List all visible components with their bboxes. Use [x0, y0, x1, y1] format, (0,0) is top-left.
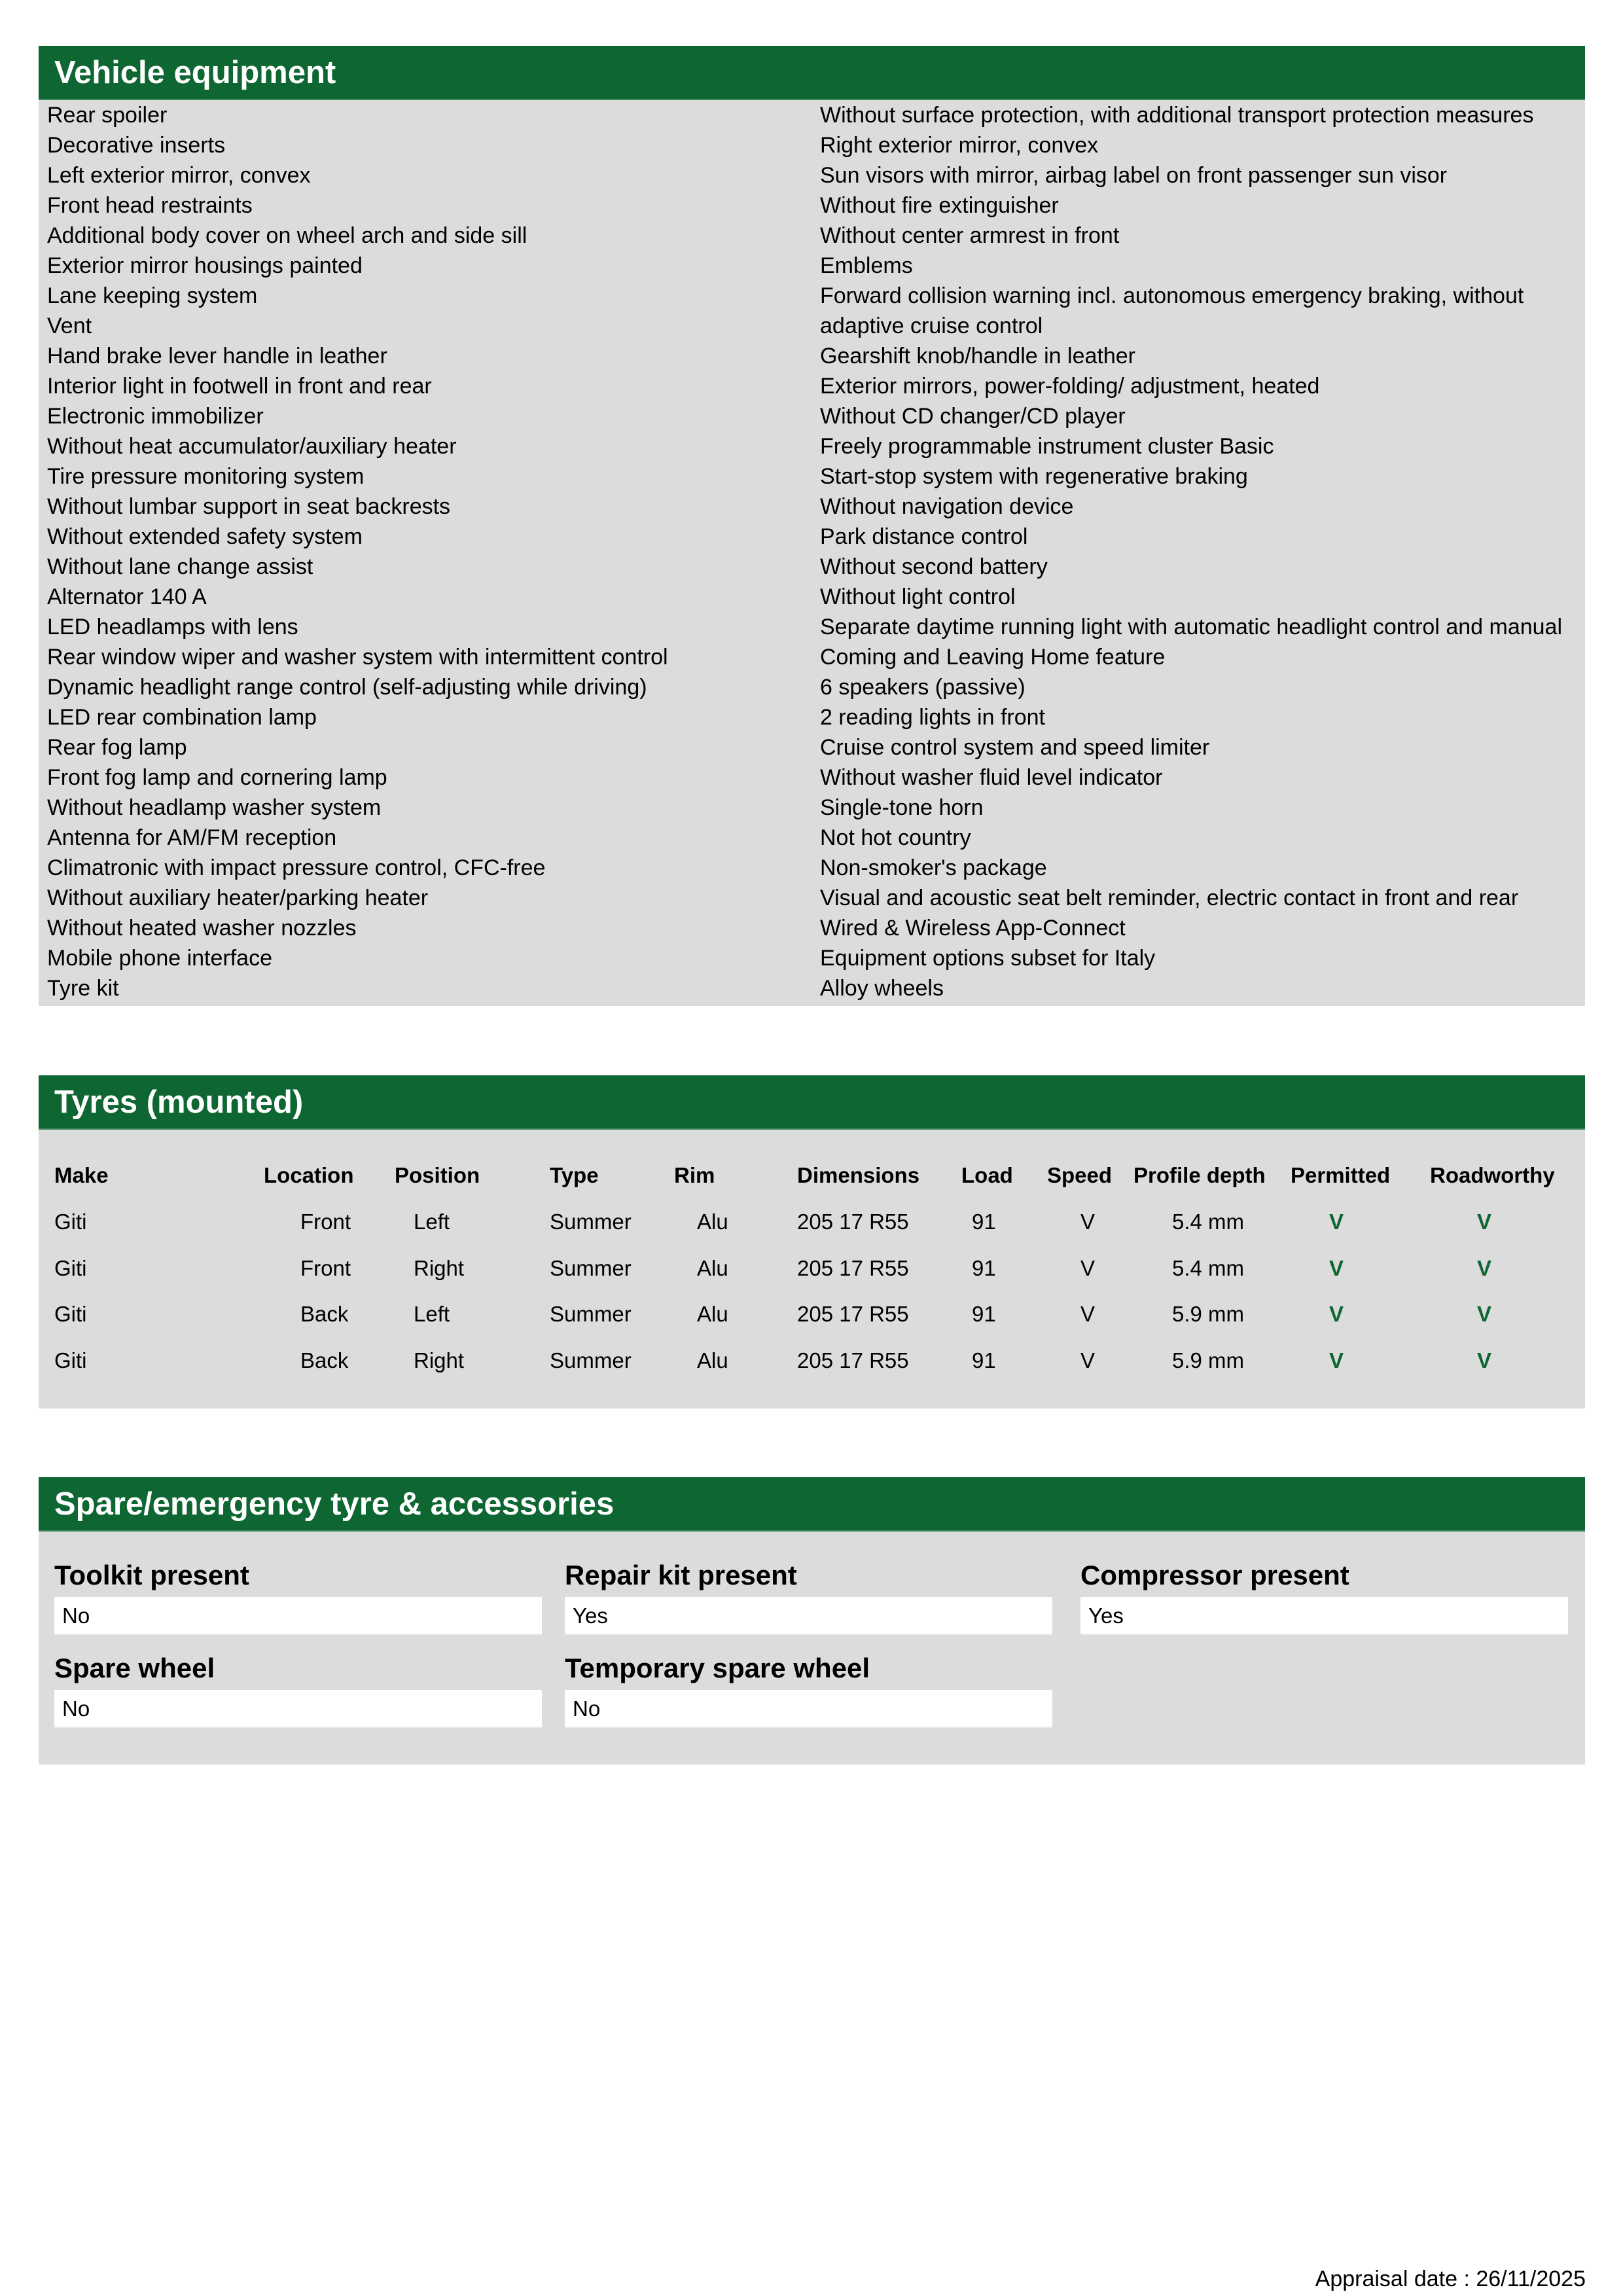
field-compressor-present: [1080, 1559, 1568, 1635]
tyres-table: [39, 1130, 1585, 1408]
equipment-item: Dynamic headlight range control (self-adjusting while driving): [47, 675, 647, 700]
cell-location: Front: [300, 1210, 351, 1234]
equipment-item: Start-stop system with regenerative braking: [820, 464, 1248, 489]
cell-position: Left: [414, 1210, 450, 1234]
cell-rim: Alu: [697, 1302, 728, 1326]
tyres-header-row: [39, 1159, 1585, 1192]
equipment-item: Without lane change assist: [47, 554, 313, 579]
equipment-item: Without second battery: [820, 554, 1048, 579]
cell-speed: V: [1080, 1302, 1096, 1326]
field-value: No: [54, 1597, 542, 1635]
cell-position: Left: [414, 1302, 450, 1326]
field-label: Spare wheel: [54, 1653, 215, 1683]
cell-position: Right: [414, 1256, 465, 1280]
section-title: Tyres (mounted): [39, 1075, 1585, 1130]
field-value: No: [54, 1690, 542, 1728]
equipment-column-right: [820, 100, 1579, 1003]
equipment-item: 2 reading lights in front: [820, 705, 1045, 730]
cell-location: Back: [300, 1348, 349, 1372]
equipment-item: Left exterior mirror, convex: [47, 163, 311, 188]
equipment-item: Without fire extinguisher: [820, 193, 1059, 218]
equipment-item: Visual and acoustic seat belt reminder, electric contact in front and rear: [820, 886, 1519, 910]
cell-type: Summer: [550, 1210, 632, 1234]
appraisal-date: Appraisal date : 26/11/2025: [1315, 2267, 1586, 2291]
tyres-section: [39, 1075, 1585, 1408]
column-header-position: Position: [395, 1163, 480, 1187]
table-row: [39, 1344, 1585, 1377]
table-row: [39, 1298, 1585, 1331]
cell-rim: Alu: [697, 1210, 728, 1234]
field-value: No: [565, 1690, 1052, 1728]
cell-dimensions: 205 17 R55: [797, 1256, 909, 1280]
equipment-item: Equipment options subset for Italy: [820, 946, 1156, 971]
equipment-item: Rear spoiler: [47, 103, 168, 128]
equipment-item: Alloy wheels: [820, 976, 944, 1001]
cell-dimensions: 205 17 R55: [797, 1348, 909, 1372]
equipment-item: 6 speakers (passive): [820, 675, 1026, 700]
equipment-item: Separate daytime running light with automatic headlight control and manual: [820, 615, 1563, 639]
equipment-item: Single-tone horn: [820, 795, 984, 820]
equipment-item: Without surface protection, with additional transport protection measures: [820, 103, 1534, 128]
cell-speed: V: [1080, 1256, 1096, 1280]
equipment-item: Without auxiliary heater/parking heater: [47, 886, 429, 910]
equipment-item: Decorative inserts: [47, 133, 226, 158]
cell-location: Back: [300, 1302, 349, 1326]
cell-position: Right: [414, 1348, 465, 1372]
equipment-item: LED rear combination lamp: [47, 705, 317, 730]
check-mark-icon: V: [1329, 1256, 1344, 1280]
equipment-item: Not hot country: [820, 825, 971, 850]
field-label: Toolkit present: [54, 1560, 249, 1590]
cell-profile-depth: 5.4 mm: [1172, 1210, 1245, 1234]
section-title: Vehicle equipment: [39, 46, 1585, 100]
check-mark-icon: V: [1329, 1302, 1344, 1326]
column-header-make: Make: [54, 1163, 109, 1187]
cell-dimensions: 205 17 R55: [797, 1302, 909, 1326]
cell-make: Giti: [54, 1302, 87, 1326]
check-mark-icon: V: [1477, 1256, 1492, 1280]
table-row: [39, 1252, 1585, 1285]
equipment-item: Wired & Wireless App-Connect: [820, 916, 1126, 941]
check-mark-icon: V: [1477, 1348, 1492, 1372]
column-header-type: Type: [550, 1163, 599, 1187]
equipment-item: Exterior mirror housings painted: [47, 253, 363, 278]
equipment-item: Emblems: [820, 253, 913, 278]
equipment-item: Electronic immobilizer: [47, 404, 264, 429]
equipment-item: Front head restraints: [47, 193, 253, 218]
equipment-item: Without center armrest in front: [820, 223, 1120, 248]
spare-section: [39, 1477, 1585, 1765]
equipment-item: Without washer fluid level indicator: [820, 765, 1163, 790]
field-label: Temporary spare wheel: [565, 1653, 870, 1683]
cell-profile-depth: 5.4 mm: [1172, 1256, 1245, 1280]
field-spare-wheel: [54, 1652, 542, 1728]
cell-type: Summer: [550, 1256, 632, 1280]
equipment-item: Coming and Leaving Home feature: [820, 645, 1166, 670]
cell-load: 91: [972, 1302, 996, 1326]
equipment-item: Park distance control: [820, 524, 1028, 549]
cell-make: Giti: [54, 1348, 87, 1372]
equipment-item: Without heat accumulator/auxiliary heater: [47, 434, 457, 459]
equipment-item: Rear window wiper and washer system with intermittent control: [47, 645, 668, 670]
equipment-list: [39, 100, 1585, 1006]
column-header-profile-depth: Profile depth: [1133, 1163, 1266, 1187]
column-header-speed: Speed: [1047, 1163, 1113, 1187]
equipment-item: Lane keeping system: [47, 283, 258, 308]
equipment-item: Hand brake lever handle in leather: [47, 344, 387, 368]
equipment-column-left: [47, 100, 800, 1003]
cell-profile-depth: 5.9 mm: [1172, 1302, 1245, 1326]
column-header-rim: Rim: [674, 1163, 715, 1187]
column-header-location: Location: [264, 1163, 354, 1187]
column-header-roadworthy: Roadworthy: [1430, 1163, 1555, 1187]
equipment-item: Without light control: [820, 584, 1016, 609]
check-mark-icon: V: [1477, 1302, 1492, 1326]
equipment-item: Forward collision warning incl. autonomous emergency braking, without adaptive cruise control: [820, 283, 1524, 338]
equipment-item: Cruise control system and speed limiter: [820, 735, 1210, 760]
section-title: Spare/emergency tyre & accessories: [39, 1477, 1585, 1532]
field-label: Repair kit present: [565, 1560, 797, 1590]
field-value: Yes: [1080, 1597, 1568, 1635]
check-mark-icon: V: [1477, 1210, 1492, 1234]
equipment-item: Mobile phone interface: [47, 946, 273, 971]
equipment-item: Interior light in footwell in front and rear: [47, 374, 432, 399]
cell-location: Front: [300, 1256, 351, 1280]
equipment-item: Alternator 140 A: [47, 584, 207, 609]
equipment-item: Front fog lamp and cornering lamp: [47, 765, 387, 790]
equipment-item: Non-smoker's package: [820, 855, 1047, 880]
equipment-item: Without extended safety system: [47, 524, 363, 549]
column-header-load: Load: [961, 1163, 1013, 1187]
field-temporary-spare-wheel: [565, 1652, 1052, 1728]
equipment-item: Without heated washer nozzles: [47, 916, 357, 941]
field-value: Yes: [565, 1597, 1052, 1635]
cell-rim: Alu: [697, 1348, 728, 1372]
column-header-permitted: Permitted: [1291, 1163, 1391, 1187]
cell-make: Giti: [54, 1210, 87, 1234]
cell-dimensions: 205 17 R55: [797, 1210, 909, 1234]
field-repair-kit-present: [565, 1559, 1052, 1635]
check-mark-icon: V: [1329, 1348, 1344, 1372]
cell-type: Summer: [550, 1302, 632, 1326]
equipment-item: Tyre kit: [47, 976, 119, 1001]
equipment-item: Without CD changer/CD player: [820, 404, 1126, 429]
field-label: Compressor present: [1080, 1560, 1349, 1590]
spare-fields: [39, 1532, 1585, 1765]
cell-profile-depth: 5.9 mm: [1172, 1348, 1245, 1372]
cell-speed: V: [1080, 1210, 1096, 1234]
column-header-dimensions: Dimensions: [797, 1163, 920, 1187]
equipment-item: Rear fog lamp: [47, 735, 187, 760]
cell-make: Giti: [54, 1256, 87, 1280]
check-mark-icon: V: [1329, 1210, 1344, 1234]
vehicle-equipment-section: [39, 46, 1585, 1006]
equipment-item: Without headlamp washer system: [47, 795, 382, 820]
cell-speed: V: [1080, 1348, 1096, 1372]
cell-rim: Alu: [697, 1256, 728, 1280]
equipment-item: Without lumbar support in seat backrests: [47, 494, 451, 519]
table-row: [39, 1206, 1585, 1238]
field-toolkit-present: [54, 1559, 542, 1635]
equipment-item: Gearshift knob/handle in leather: [820, 344, 1135, 368]
equipment-item: Right exterior mirror, convex: [820, 133, 1099, 158]
cell-load: 91: [972, 1256, 996, 1280]
cell-load: 91: [972, 1210, 996, 1234]
equipment-item: Climatronic with impact pressure control, CFC-free: [47, 855, 546, 880]
equipment-item: Sun visors with mirror, airbag label on front passenger sun visor: [820, 163, 1448, 188]
equipment-item: Tire pressure monitoring system: [47, 464, 365, 489]
equipment-item: Freely programmable instrument cluster Basic: [820, 434, 1274, 459]
equipment-item: Exterior mirrors, power-folding/ adjustment, heated: [820, 374, 1320, 399]
cell-load: 91: [972, 1348, 996, 1372]
equipment-item: Without navigation device: [820, 494, 1074, 519]
cell-type: Summer: [550, 1348, 632, 1372]
equipment-item: Vent: [47, 314, 92, 338]
equipment-item: LED headlamps with lens: [47, 615, 298, 639]
equipment-item: Additional body cover on wheel arch and side sill: [47, 223, 527, 248]
equipment-item: Antenna for AM/FM reception: [47, 825, 337, 850]
